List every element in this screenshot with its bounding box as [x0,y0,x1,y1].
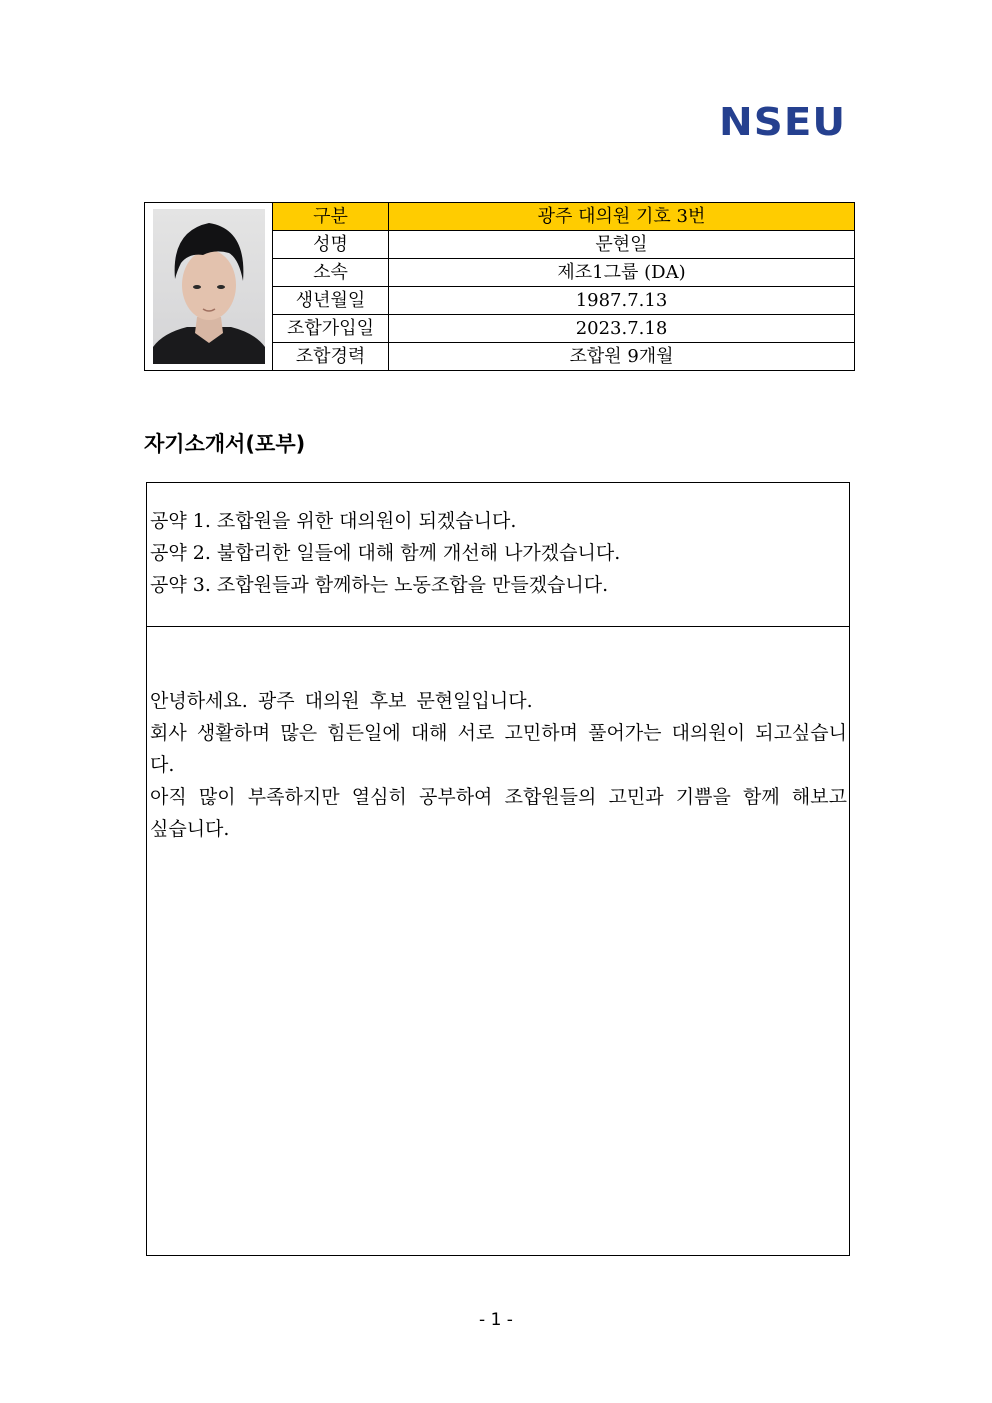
info-label-birthdate: 생년월일 [273,287,389,315]
intro-paragraph: 회사 생활하며 많은 힘든일에 대해 서로 고민하며 풀어가는 대의원이 되고싶습니다. [150,722,847,776]
info-value-affiliation: 제조1그룹 (DA) [389,259,855,287]
pledge-item: 공약 2. 불합리한 일들에 대해 함께 개선해 나가겠습니다. [150,542,621,564]
info-value-join-date: 2023.7.18 [389,315,855,343]
info-label-affiliation: 소속 [273,259,389,287]
candidate-info-table [144,202,855,371]
info-value-category: 광주 대의원 기호 3번 [389,203,855,231]
introduction-box [146,626,850,1256]
info-label-union-career: 조합경력 [273,343,389,371]
pledges-box [146,482,850,627]
info-value-name: 문현일 [389,231,855,259]
candidate-photo [153,209,265,364]
info-value-birthdate: 1987.7.13 [389,287,855,315]
info-label-category: 구분 [273,203,389,231]
info-label-join-date: 조합가입일 [273,315,389,343]
info-value-union-career: 조합원 9개월 [389,343,855,371]
intro-paragraph: 안녕하세요. 광주 대의원 후보 문현일입니다. [150,690,533,712]
nseu-logo: NSEU [719,100,847,144]
intro-paragraph: 아직 많이 부족하지만 열심히 공부하여 조합원들의 고민과 기쁨을 함께 해보고 싶습니다. [150,786,847,840]
page-number: - 1 - [479,1310,513,1330]
pledge-item: 공약 1. 조합원을 위한 대의원이 되겠습니다. [150,510,517,532]
pledge-item: 공약 3. 조합원들과 함께하는 노동조합을 만들겠습니다. [150,574,609,596]
candidate-photo-cell [145,203,273,371]
info-label-name: 성명 [273,231,389,259]
section-title: 자기소개서(포부) [144,432,306,456]
